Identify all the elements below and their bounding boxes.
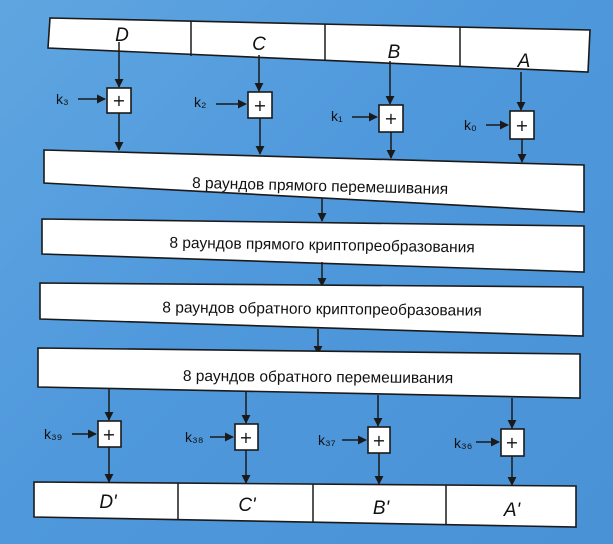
adder-plus: + [515, 116, 529, 135]
stage-label: 8 раундов обратного криптопреобразования [162, 299, 482, 320]
output-register [34, 482, 576, 527]
output-word-d: D' [99, 492, 117, 513]
adder-plus: + [505, 433, 519, 452]
input-word-b: B [387, 42, 401, 63]
key-label-k39: k₃₉ [44, 426, 63, 442]
adder-plus: + [372, 431, 386, 450]
stage-forward-mixing [44, 150, 584, 212]
adder-plus: + [253, 96, 267, 115]
adder-plus: + [102, 425, 116, 444]
input-register [48, 18, 590, 72]
key-label-k0: k₀ [464, 117, 477, 133]
adder-plus: + [239, 428, 253, 447]
adder-plus: + [384, 109, 398, 128]
input-word-c: C [252, 34, 266, 55]
adder-plus: + [112, 91, 126, 110]
stage-label: 8 раундов прямого перемешивания [191, 174, 449, 199]
key-label-k2: k₂ [194, 94, 207, 110]
key-label-k1: k₁ [331, 108, 343, 124]
input-word-d: D [115, 25, 129, 46]
output-key-adders [44, 389, 524, 485]
key-label-k38: k₃₈ [185, 429, 204, 445]
stage-label: 8 раундов обратного перемешивания [182, 367, 454, 388]
output-word-c: C' [238, 495, 256, 516]
input-word-a: A [517, 51, 531, 72]
stage-backward-mixing [38, 348, 580, 398]
output-word-a: A' [503, 500, 521, 521]
stage-forward-crypto [42, 219, 584, 272]
stage-label: 8 раундов прямого криптопреобразования [169, 234, 475, 257]
key-label-k37: k₃₇ [318, 432, 336, 448]
stage-backward-crypto [40, 283, 583, 336]
output-word-b: B' [372, 498, 390, 519]
key-label-k36: k₃₆ [454, 435, 473, 451]
key-label-k3: k₃ [56, 91, 69, 107]
